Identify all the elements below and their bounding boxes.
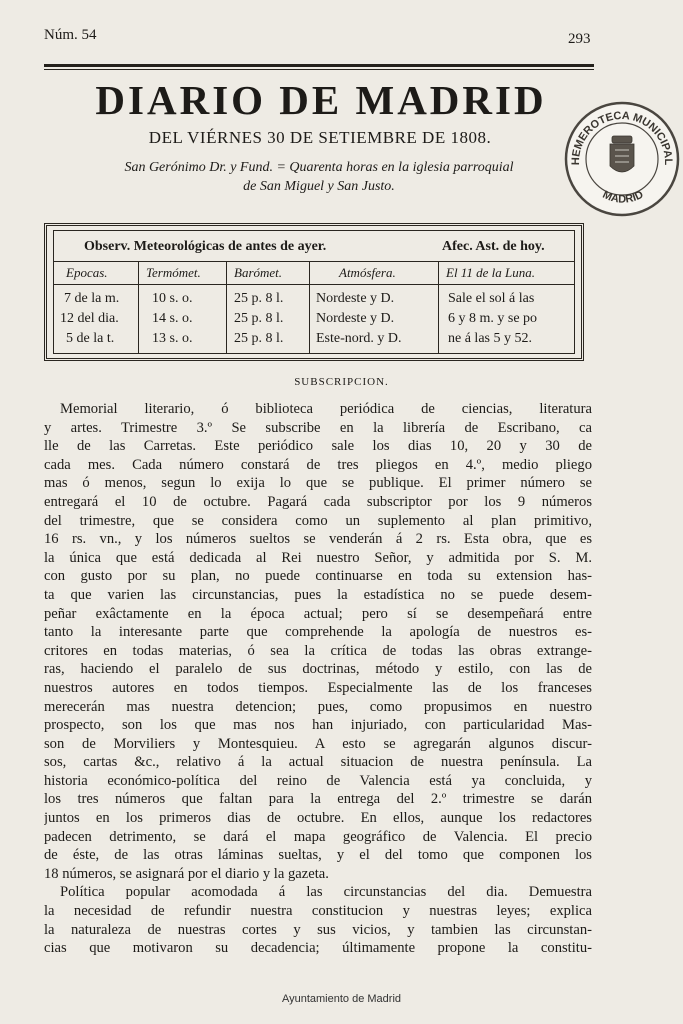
text-line: la única que está dedicada al Rei nuestro Señor, y admitida por S. M. [44, 549, 592, 566]
saints-of-the-day [40, 158, 598, 196]
col-epocas: Epocas. [66, 265, 108, 280]
text-line: prospecto, son los que mas nos han injuriado, con particularidad Mas- [44, 717, 592, 734]
row-barometro: 25 p. 8 l. [234, 291, 284, 306]
col-termometro: Termómet. [146, 265, 201, 280]
text-line: mas ó menos, segun lo exija lo que se publique. El primer número se [44, 475, 592, 492]
text-line: la necesidad de refundir nuestra constitucion y nuestras leyes; explica [44, 903, 592, 920]
text-line: ras, haciendo el paralelo de sus doctrinas, método y estilo, con las de [44, 661, 592, 678]
luna-text [448, 289, 537, 349]
luna-line: Sale el sol á las [448, 291, 535, 306]
table-divider [226, 261, 227, 353]
row-epoca: 7 de la m. [64, 291, 120, 306]
col-luna: El 11 de la Luna. [446, 265, 535, 280]
text-line: la naturaleza de nuestras cortes y sus vicios, y tambien las circunstan- [44, 921, 592, 938]
text-line: con gusto por su plan, no puede continuarse en toda su extension has- [44, 568, 592, 585]
col-atmosfera: Atmósfera. [339, 265, 396, 280]
row-atmosfera: Nordeste y D. [316, 291, 395, 306]
stamp-bottom-text: MADRID [600, 188, 646, 206]
text-line: lle de las Carretas. Este periódico sale los dias 10, 20 y 30 de [44, 438, 592, 455]
text-line: del trimestre, que se considera como un suplemento al plan primitivo, [44, 512, 592, 529]
luna-line: ne á las 5 y 52. [448, 331, 532, 346]
text-line: cias que motivaron su decadencia; últimamente propone la constitu- [44, 940, 592, 957]
text-line: critores en todas materias, ó sea la crítica de todas las obras extrange- [44, 642, 592, 659]
text-line: juntos en los primeros dias de octubre. En ellos, aunque los redactores [44, 810, 592, 827]
article-body [44, 400, 592, 958]
text-line: son de Morviliers y Montesquieu. A esto se agregarán algunos discur- [44, 735, 592, 752]
saints-line-2: de San Miguel y San Justo. [243, 179, 395, 194]
weather-table [44, 223, 584, 361]
table-rule [54, 284, 574, 285]
text-line: sos, cartas &c., relativo á la actual situacion de nuestra península. La [44, 754, 592, 771]
weather-title: Observ. Meteorológicas de antes de ayer. [84, 239, 327, 254]
text-line: padecen detrimento, se dará el mapa geográfico de Valencia. El precio [44, 828, 592, 845]
archive-footer: Ayuntamiento de Madrid [281, 993, 402, 1005]
text-line: 18 números, se asignará por el diario y la gazeta. [44, 865, 329, 882]
header-rule-thin [44, 69, 594, 70]
text-line: ta que varien las circunstancias, pues la estadística no se puede desem- [44, 586, 592, 603]
section-heading: SUBSCRIPCION. [294, 376, 389, 388]
col-barometro: Barómet. [234, 265, 283, 280]
text-line: cada mes. Cada número constará de tres pliegos en 4.º, medio pliego [44, 456, 592, 473]
table-divider [138, 261, 139, 353]
header-rule [44, 64, 594, 67]
text-line: entregará el 10 de octubre. Pagará cada subscriptor por los 9 números [44, 493, 592, 510]
row-termometro: 14 s. o. [152, 311, 193, 326]
text-line: peñar exâctamente en la época actual; pero sí se desempeñará entre [44, 605, 592, 622]
row-barometro: 25 p. 8 l. [234, 311, 284, 326]
issue-number: Núm. 54 [44, 27, 97, 43]
table-divider [309, 261, 310, 353]
astronomy-title: Afec. Ast. de hoy. [442, 239, 545, 254]
text-line: tanto la interesante parte que comprehende la apología de nuestros es- [44, 624, 592, 641]
row-epoca: 5 de la t. [66, 331, 115, 346]
dateline: DEL VIÉRNES 30 DE SETIEMBRE DE 1808. [148, 128, 492, 147]
row-atmosfera: Nordeste y D. [316, 311, 395, 326]
row-termometro: 13 s. o. [152, 331, 193, 346]
newspaper-title: DIARIO DE MADRID [95, 77, 547, 123]
saints-line-1: San Gerónimo Dr. y Fund. = Quarenta horas en la iglesia parroquial [124, 160, 514, 175]
row-epoca: 12 del dia. [60, 311, 119, 326]
text-line: los tres números que faltan para la entrega del 2.º trimestre se darán [44, 791, 592, 808]
row-barometro: 25 p. 8 l. [234, 331, 284, 346]
table-rule [54, 261, 574, 262]
library-stamp-icon [563, 100, 681, 218]
stamp-top-text: HEMEROTECA MUNICIPAL [569, 109, 675, 166]
row-termometro: 10 s. o. [152, 291, 193, 306]
text-line: historia económico-política del reino de Valencia está ya concluida, y [44, 772, 592, 789]
page-number: 293 [568, 31, 591, 47]
table-divider [438, 261, 439, 353]
text-line: Política popular acomodada á las circunstancias del dia. Demuestra [60, 884, 592, 901]
weather-table-frame [53, 230, 575, 354]
text-line: 16 rs. vn., y los números sueltos se venderán á 2 rs. Esta obra, que es [44, 531, 592, 548]
text-line: de éste, de las otras láminas sueltas, y el del tomo que componen los [44, 847, 592, 864]
row-atmosfera: Este-nord. y D. [316, 331, 402, 346]
text-line: nuestros autores en todos tiempos. Especialmente las de los franceses [44, 679, 592, 696]
text-line: merecerán mas nuestra detencion; pues, como propusimos en nuestro [44, 698, 592, 715]
text-line: Memorial literario, ó biblioteca periódica de ciencias, literatura [60, 401, 592, 417]
luna-line: 6 y 8 m. y se po [448, 311, 538, 326]
coat-of-arms-icon [610, 136, 634, 172]
text-line: y artes. Trimestre 3.º Se subscribe en la librería de Escribano, ca [44, 419, 592, 436]
